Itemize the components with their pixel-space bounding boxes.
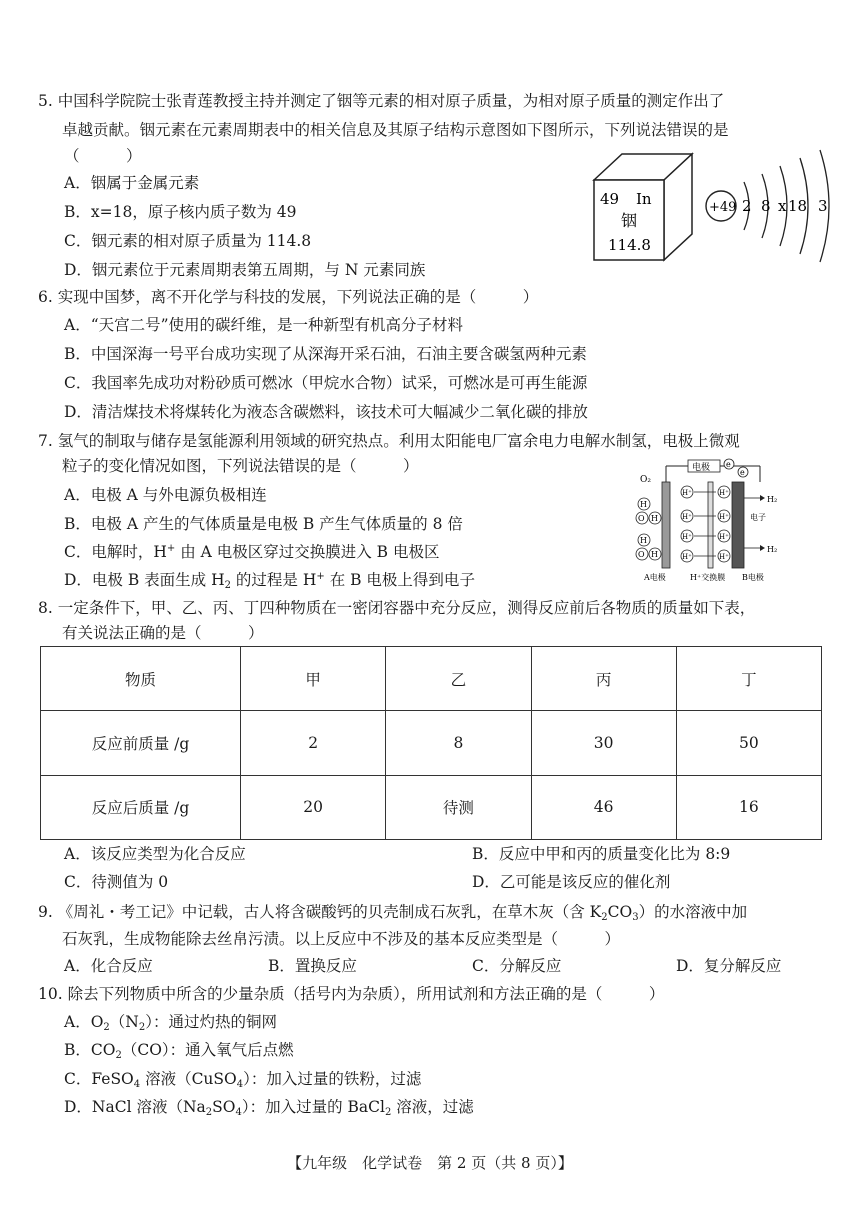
q5-option-a: A．铟属于金属元素: [64, 174, 200, 192]
atom-structure-diagram: [706, 150, 829, 262]
q8-stem-line1: 8. 一定条件下，甲、乙、丙、丁四种物质在一密闭容器中充分反应，测得反应前后各物质的质量如下表，: [38, 599, 756, 617]
q8-option-a: A．该反应类型为化合反应: [64, 845, 246, 863]
svg-text:H⁺: H⁺: [719, 553, 729, 561]
membrane-label: H⁺交换膜: [690, 573, 726, 582]
indium-figure: [588, 148, 848, 266]
h2-label-top: H₂: [767, 495, 778, 504]
q7-option-c: C．电解时，H+ 由 A 电极区穿过交换膜进入 B 电极区: [64, 543, 440, 561]
table-row: [41, 775, 822, 839]
q9-stem-line1: 9. 《周礼・考工记》中记载，古人将含碳酸钙的贝壳制成石灰乳，在草木灰（含 $K_2CO_3$）的水溶液中加: [38, 903, 748, 923]
atomic-number: 49: [600, 190, 620, 208]
electrode-b: [732, 482, 744, 568]
q5-answer-paren: （ ）: [64, 147, 142, 165]
q5-stem-line1: 5. 中国科学院院士张青莲教授主持并测定了铟等元素的相对原子质量，为相对原子质量的测定作出了: [38, 92, 725, 110]
q5-option-d: D．铟元素位于元素周期表第五周期，与 N 元素同族: [64, 261, 426, 279]
electrode-a-label: A电极: [644, 573, 666, 582]
q8-option-b: B．反应中甲和丙的质量变化比为 8:9: [472, 845, 731, 863]
q7-option-d: D．电极 B 表面生成 $H_2$ 的过程是 H+ 在 B 电极上得到电子: [64, 571, 475, 591]
atomic-mass: 114.8: [608, 236, 651, 254]
table-header-cell: 丙: [531, 647, 676, 711]
q8-option-d: D．乙可能是该反应的催化剂: [472, 873, 671, 891]
q8-option-c: C．待测值为 0: [64, 873, 169, 891]
mass-table: [40, 646, 822, 840]
element-symbol: In: [636, 190, 652, 208]
q8-stem-line2: 有关说法正确的是（ ）: [62, 624, 264, 642]
table-header-row: [41, 647, 822, 711]
page-footer: 【九年级 化学试卷 第 2 页（共 8 页）】: [287, 1154, 573, 1172]
svg-text:O: O: [638, 514, 645, 523]
q7-stem-line1: 7. 氢气的制取与储存是氢能源利用领域的研究热点。利用太阳能电厂富余电力电解水制氢，电极上微观: [38, 432, 740, 450]
table-cell: 反应后质量 /g: [41, 775, 241, 839]
shell-1-count: 2: [742, 197, 752, 215]
q5-option-c: C．铟元素的相对原子质量为 114.8: [64, 232, 312, 250]
hydrogen-ions: [681, 486, 730, 562]
electrolysis-figure: [632, 458, 792, 586]
power-electrode-label: 电极: [692, 463, 711, 473]
svg-text:H: H: [640, 536, 647, 545]
shell-4-count: 3: [818, 197, 828, 215]
o2-label: O₂: [640, 475, 651, 485]
element-name: 铟: [621, 211, 638, 230]
q10-option-d: D．NaCl 溶液$(Na_2SO_4)$：加入过量的 BaCl$_2$ 溶液，过滤: [64, 1098, 474, 1118]
q6-option-b: B．中国深海一号平台成功实现了从深海开采石油，石油主要含碳氢两种元素: [64, 345, 587, 363]
table-cell: 2: [241, 711, 386, 775]
electrode-b-label: B电极: [742, 573, 764, 582]
table-cell: 46: [531, 775, 676, 839]
svg-text:H⁺: H⁺: [719, 533, 729, 541]
q9-option-d: D．复分解反应: [676, 957, 782, 975]
q6-option-d: D．清洁煤技术将煤转化为液态含碳燃料，该技术可大幅减少二氧化碳的排放: [64, 403, 588, 421]
q10-option-c: C．FeSO$_4$ 溶液（CuSO$_4$）：加入过量的铁粉，过滤: [64, 1070, 422, 1090]
table-header-cell: 甲: [241, 647, 386, 711]
svg-text:H⁺: H⁺: [719, 489, 729, 497]
shell-2-count: 8: [761, 197, 771, 215]
electron-symbol-1: e: [726, 460, 731, 469]
table-cell: 8: [386, 711, 531, 775]
table-header-cell: 丁: [676, 647, 821, 711]
q10-option-b: B．$CO_2(CO)$：通入氧气后点燃: [64, 1041, 294, 1061]
table-cell: 待测: [386, 775, 531, 839]
table-cell: 16: [676, 775, 821, 839]
q7-stem-line2: 粒子的变化情况如图，下列说法错误的是（ ）: [62, 457, 419, 475]
svg-text:H⁺: H⁺: [682, 553, 692, 561]
table-cell: 30: [531, 711, 676, 775]
q10-option-a: A．$O_2(N_2)$：通过灼热的铜网: [64, 1013, 277, 1033]
shell-3-multiplier: x: [778, 197, 787, 215]
water-molecule-1: [636, 498, 661, 524]
q9-option-c: C．分解反应: [472, 957, 562, 975]
shell-3-count: 18: [788, 197, 808, 215]
electron-label: 电子: [750, 513, 766, 522]
h-exchange-membrane: [708, 482, 713, 568]
table-cell: 反应前质量 /g: [41, 711, 241, 775]
svg-text:H⁺: H⁺: [682, 513, 692, 521]
q6-option-a: A．“天宫二号”使用的碳纤维，是一种新型有机高分子材料: [64, 316, 464, 334]
svg-text:O: O: [638, 550, 645, 559]
h2-label-bottom: H₂: [767, 545, 778, 554]
nucleus-charge: +49: [709, 200, 737, 215]
element-cube: [594, 154, 692, 260]
svg-text:H⁺: H⁺: [719, 513, 729, 521]
q6-option-c: C．我国率先成功对粉砂质可燃冰（甲烷水合物）试采，可燃冰是可再生能源: [64, 374, 588, 392]
q9-stem-line2: 石灰乳，生成物能除去丝帛污渍。以上反应中不涉及的基本反应类型是（ ）: [62, 930, 621, 948]
svg-text:H⁺: H⁺: [682, 533, 692, 541]
electron-symbol-2: e: [740, 468, 745, 477]
q5-option-b: B．x=18，原子核内质子数为 49: [64, 203, 297, 221]
q6-stem: 6. 实现中国梦，离不开化学与科技的发展，下列说法正确的是（ ）: [38, 288, 539, 306]
q9-option-a: A．化合反应: [64, 957, 153, 975]
table-cell: 50: [676, 711, 821, 775]
q10-stem: 10. 除去下列物质中所含的少量杂质（括号内为杂质），所用试剂和方法正确的是（ ）: [38, 985, 665, 1003]
q7-option-a: A．电极 A 与外电源负极相连: [64, 486, 267, 504]
table-row: [41, 711, 822, 775]
q9-option-b: B．置换反应: [268, 957, 357, 975]
table-cell: 20: [241, 775, 386, 839]
q5-stem-line2: 卓越贡献。铟元素在元素周期表中的相关信息及其原子结构示意图如下图所示，下列说法错误的是: [62, 121, 729, 139]
electrode-a: [662, 482, 670, 568]
table-header-cell: 物质: [41, 647, 241, 711]
svg-text:H: H: [640, 500, 647, 509]
table-header-cell: 乙: [386, 647, 531, 711]
svg-text:H: H: [651, 550, 658, 559]
svg-text:H⁺: H⁺: [682, 489, 692, 497]
svg-text:H: H: [651, 514, 658, 523]
water-molecule-2: [636, 534, 661, 560]
q7-option-b: B．电极 A 产生的气体质量是电极 B 产生气体质量的 8 倍: [64, 515, 463, 533]
